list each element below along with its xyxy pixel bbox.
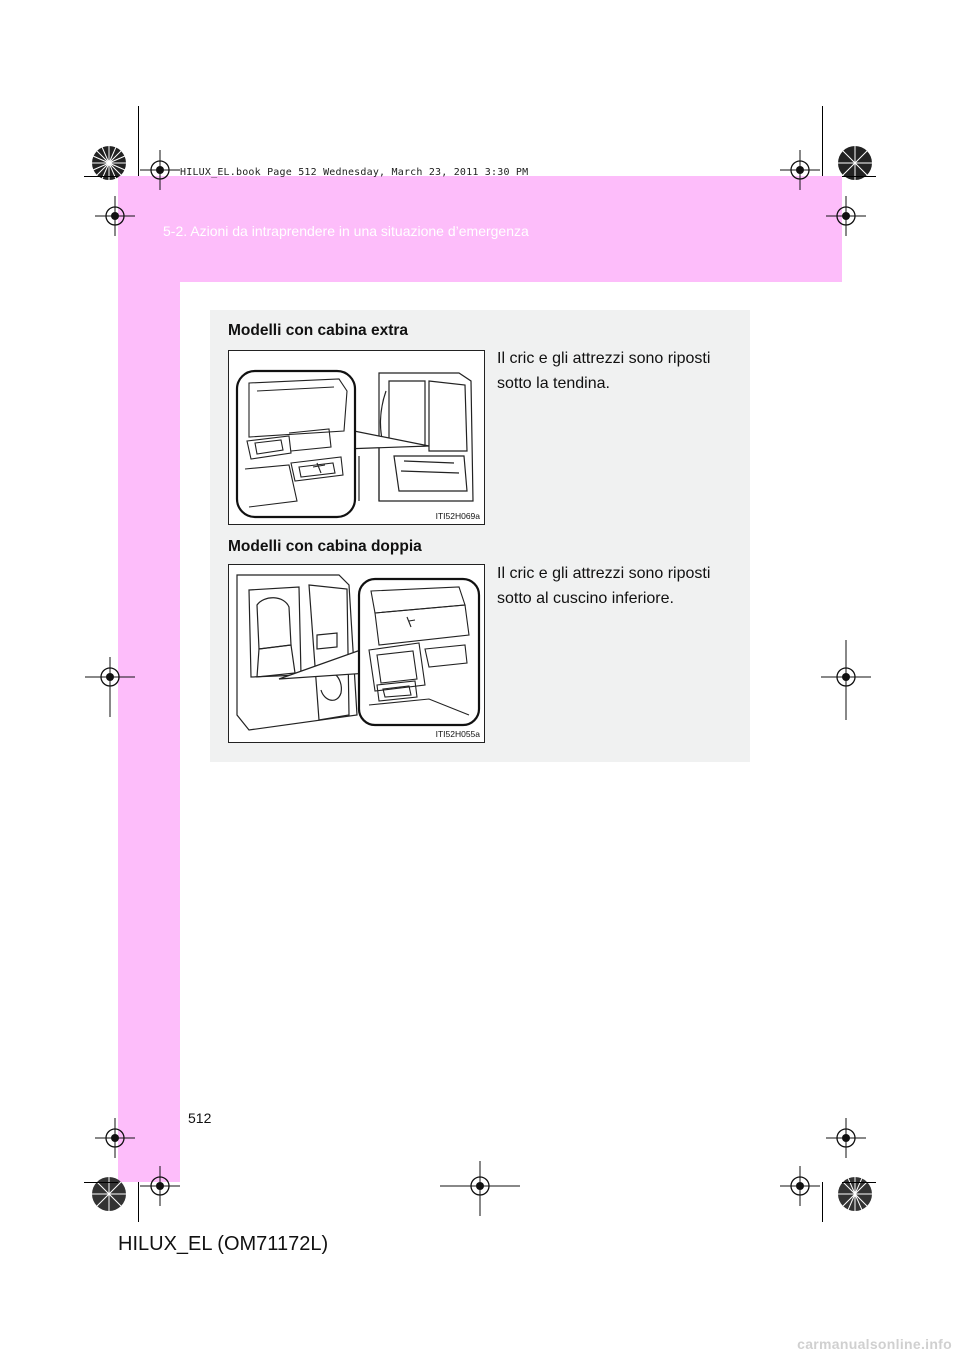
registration-mark-icon [89, 1174, 129, 1214]
registration-mark-icon [835, 1174, 875, 1214]
crosshair-icon [140, 150, 180, 190]
section-title: 5-2. Azioni da intraprendere in una situazione d’emergenza [163, 223, 529, 239]
crop-line [822, 106, 823, 176]
crosshair-icon [826, 196, 866, 236]
crosshair-icon [95, 1118, 135, 1158]
crop-line [138, 1182, 139, 1222]
crop-line [842, 176, 876, 177]
page-number: 512 [188, 1110, 212, 1126]
figure-extra-cab [228, 350, 485, 525]
figure-code: ITI52H055a [435, 729, 480, 739]
extra-cab-illustration [229, 351, 484, 524]
crop-line [822, 1182, 823, 1222]
figure-double-cab [228, 564, 485, 743]
watermark: carmanualsonline.info [797, 1336, 952, 1352]
text-line: Il cric e gli attrezzi sono riposti [497, 565, 711, 582]
section-heading: Modelli con cabina doppia [228, 538, 422, 555]
crosshair-icon [780, 150, 820, 190]
crosshair-icon [816, 640, 876, 720]
crop-line [842, 1182, 876, 1183]
text-line: Il cric e gli attrezzi sono riposti [497, 350, 711, 367]
crop-line [84, 1182, 118, 1183]
crop-line [84, 176, 118, 177]
section-text [497, 346, 710, 396]
text-line: sotto al cuscino inferiore. [497, 590, 674, 607]
double-cab-illustration [229, 565, 484, 742]
registration-mark-icon [89, 143, 129, 183]
print-info: HILUX_EL.book Page 512 Wednesday, March 23, 2011 3:30 PM [180, 167, 529, 178]
crosshair-icon [80, 657, 140, 717]
section-heading: Modelli con cabina extra [228, 322, 409, 339]
crosshair-icon [140, 1166, 180, 1206]
crop-line [138, 106, 139, 176]
figure-code: ITI52H069a [435, 511, 480, 521]
crosshair-icon [826, 1118, 866, 1158]
crosshair-icon [780, 1166, 820, 1206]
side-band [118, 282, 180, 1182]
crosshair-icon [440, 1156, 520, 1216]
section-text [497, 561, 710, 611]
registration-mark-icon [835, 143, 875, 183]
footer-model-code: HILUX_EL (OM71172L) [118, 1233, 329, 1255]
crosshair-icon [95, 196, 135, 236]
text-line: sotto la tendina. [497, 375, 610, 392]
